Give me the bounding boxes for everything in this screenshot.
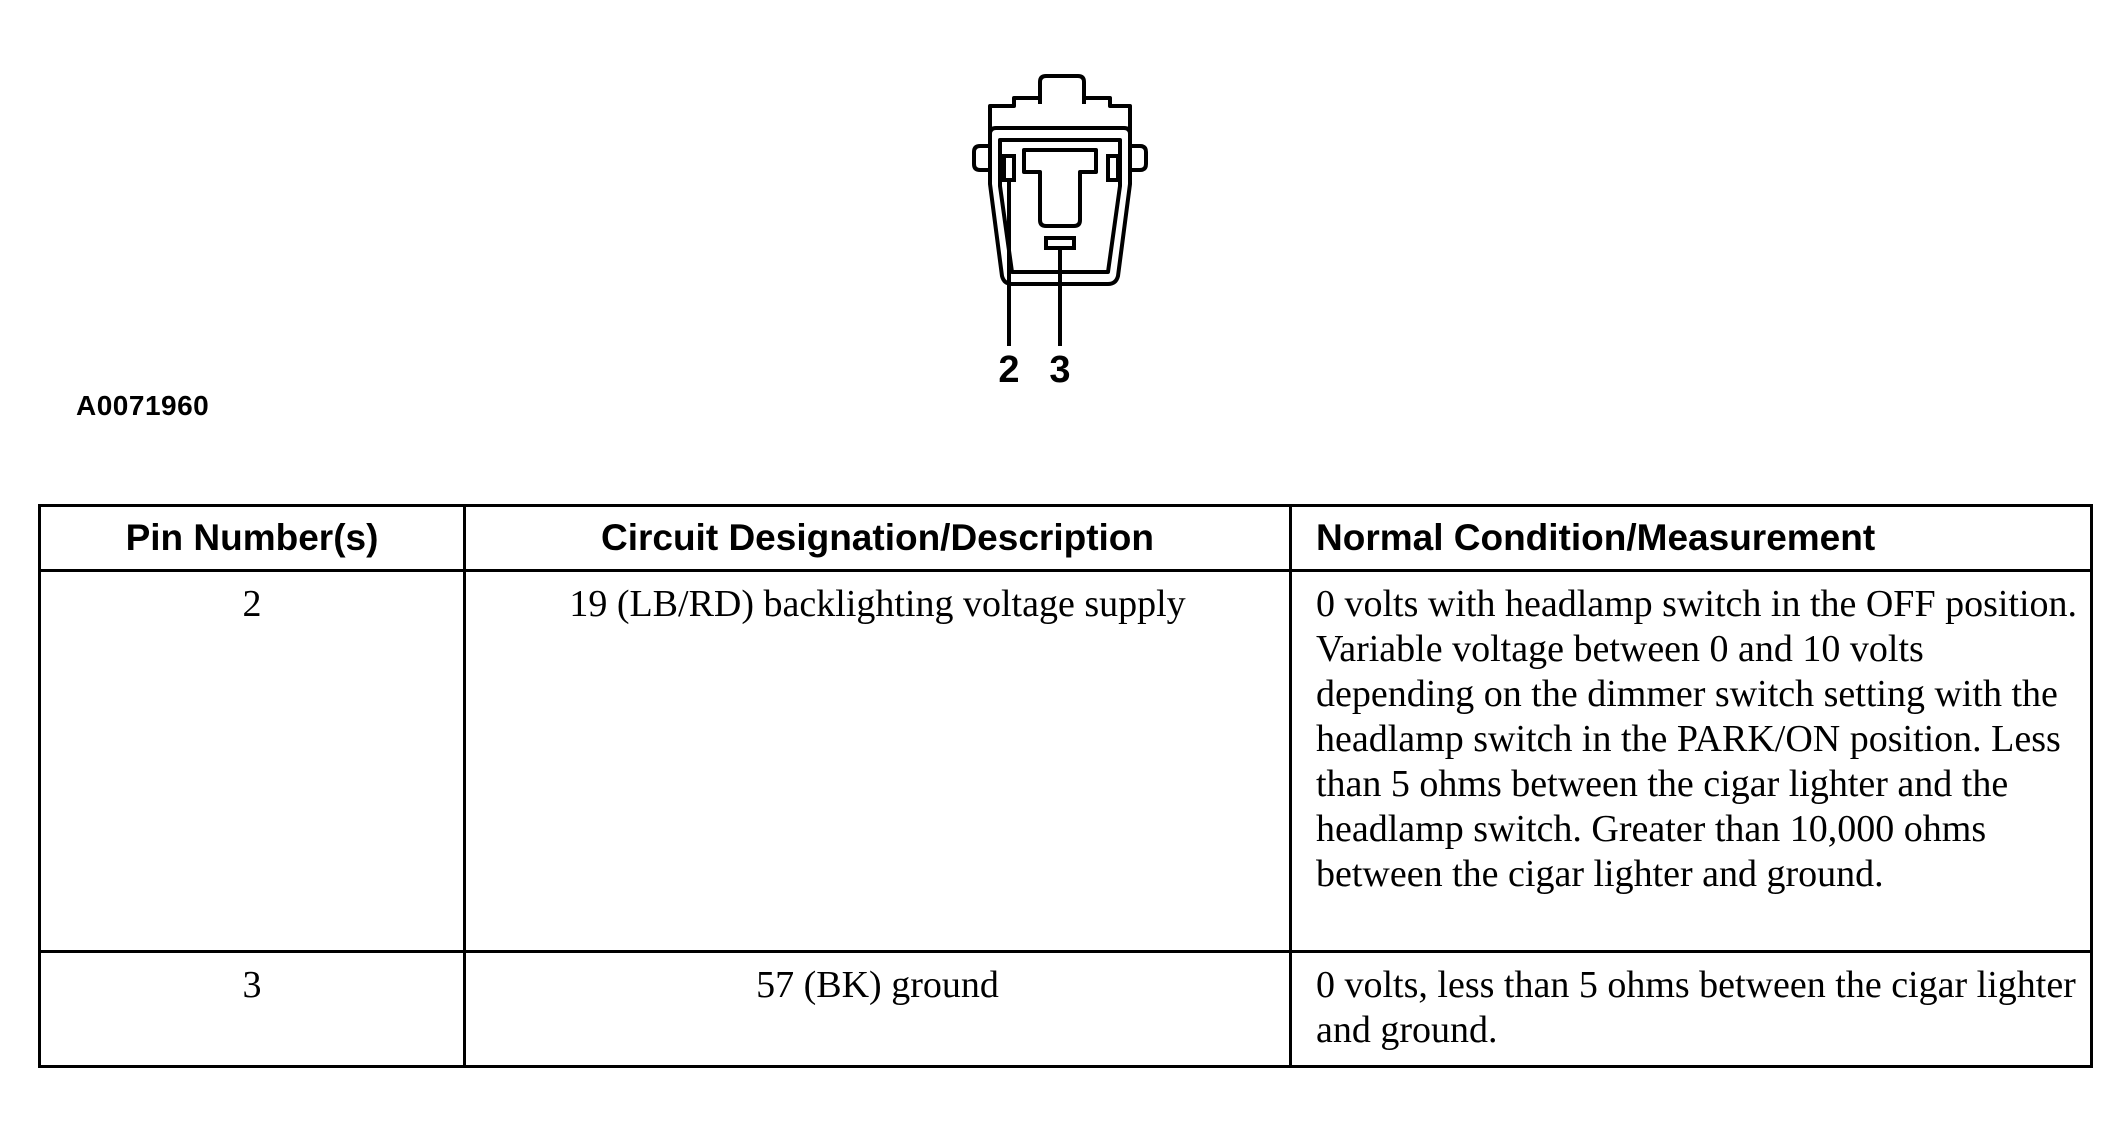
- cell-circuit: 19 (LB/RD) backlighting voltage supply: [465, 571, 1291, 952]
- connector-diagram: [960, 60, 1180, 390]
- cell-pin: 3: [40, 952, 465, 1067]
- pin-3-label: 3: [1049, 349, 1071, 390]
- cell-pin: 2: [40, 571, 465, 952]
- cell-circuit: 57 (BK) ground: [465, 952, 1291, 1067]
- header-normal-condition: Normal Condition/Measurement: [1291, 506, 2092, 571]
- pin-table: [38, 504, 2093, 1068]
- pin-2-cavity: [1004, 156, 1014, 180]
- header-circuit-description: Circuit Designation/Description: [465, 506, 1291, 571]
- pin-3-cavity: [1046, 238, 1074, 248]
- figure-id: A0071960: [76, 390, 210, 421]
- cell-measurement: 0 volts, less than 5 ohms between the cigar lighter and ground.: [1291, 952, 2092, 1067]
- table-row: [40, 571, 2092, 952]
- table-header-row: [40, 506, 2092, 571]
- pin-cavity-right: [1108, 156, 1118, 180]
- table-row: [40, 952, 2092, 1067]
- header-pin-number: Pin Number(s): [40, 506, 465, 571]
- pin-2-label: 2: [998, 349, 1020, 390]
- cell-measurement: 0 volts with headlamp switch in the OFF position. Variable voltage between 0 and 10 volts depending on the dimmer switch setting with the headlamp switch in the PARK/ON position. Less than 5 ohms between the cigar lighter and the headlamp switch. Greater than 10,000 ohms between the cigar lighter and ground.: [1291, 571, 2092, 952]
